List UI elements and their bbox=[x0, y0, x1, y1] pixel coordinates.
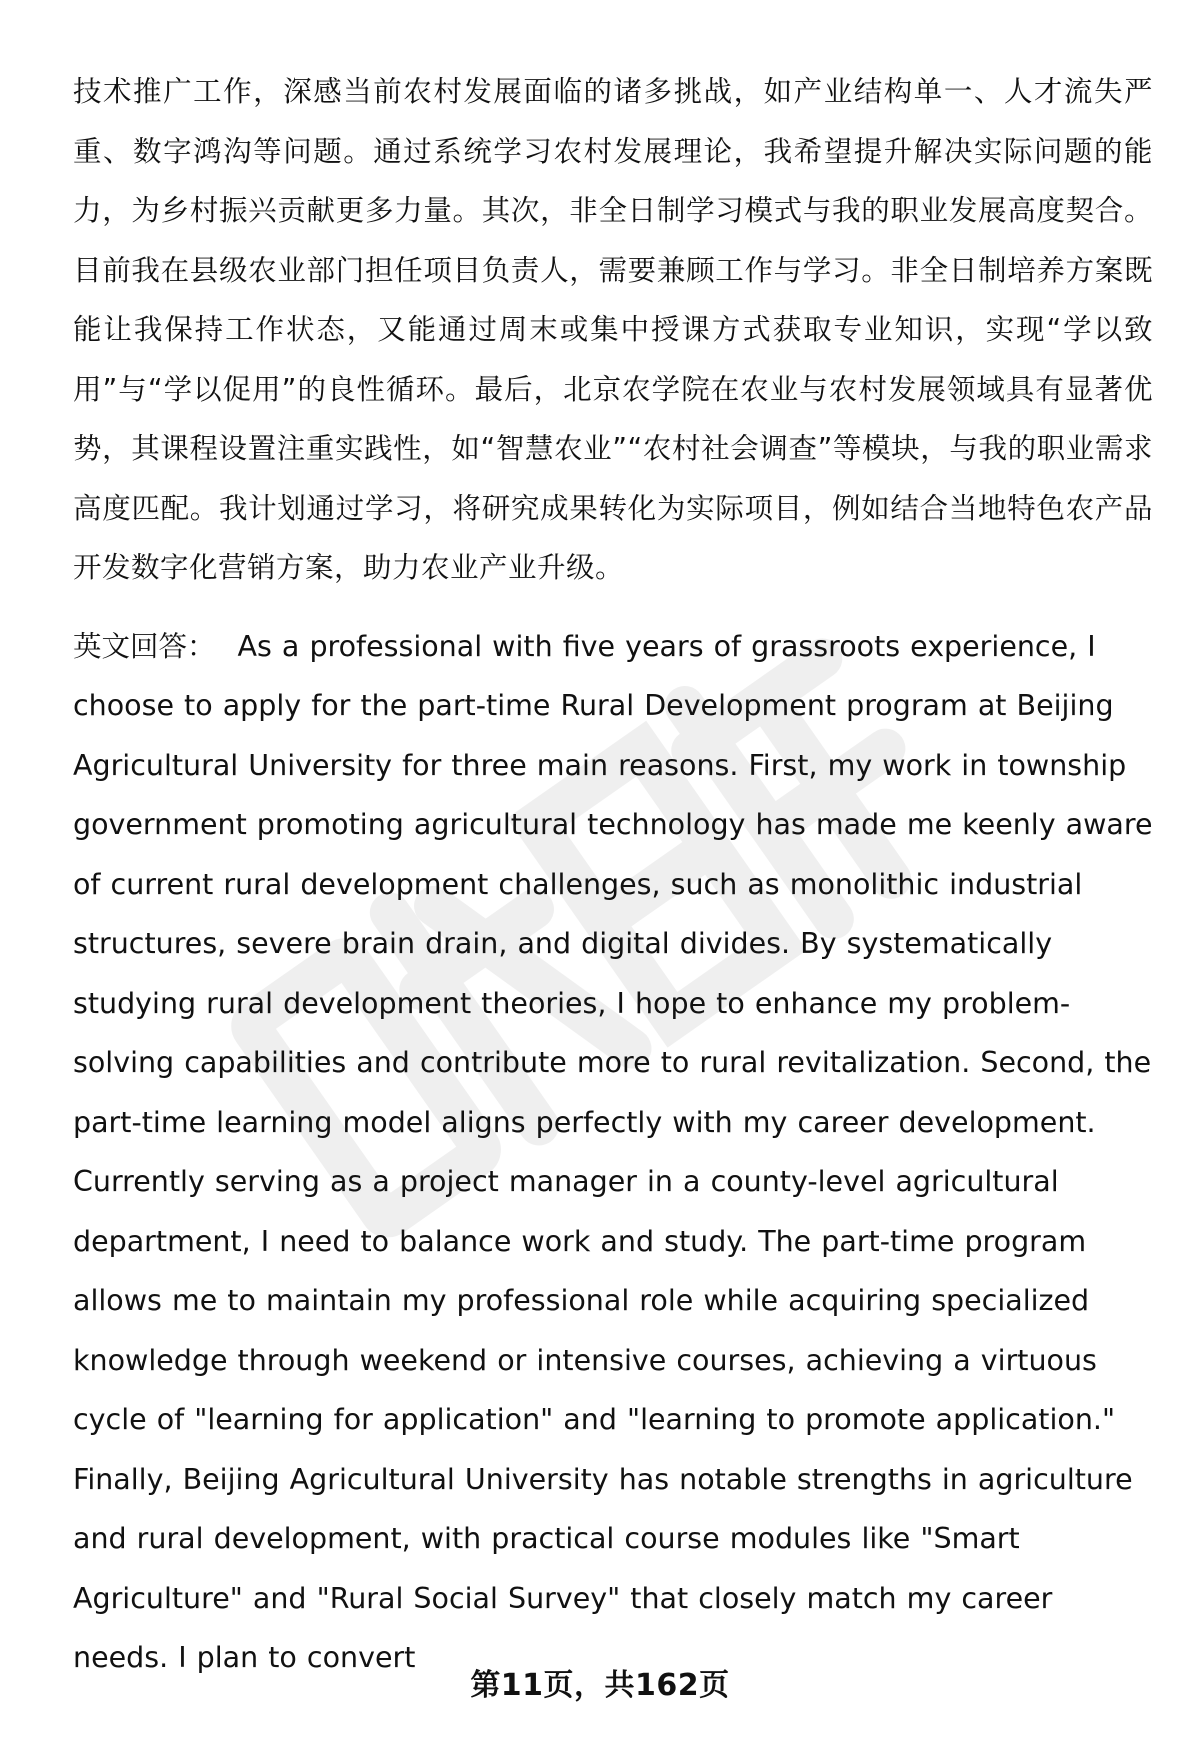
paragraph-gap bbox=[73, 598, 1153, 617]
english-answer-label: 英文回答： bbox=[73, 629, 216, 663]
english-answer-text: As a professional with five years of grassroots experience, I choose to apply for the part-time Rural Development program at Beijing Agricultural University for three main reasons. First, my work in township government promoting agricultural technology has made me keenly aware of current rural development challenges, such as monolithic industrial structures, severe brain drain, and digital divides. By systematically studying rural development theories, I hope to enhance my problem-solving capabilities and contribute more to rural revitalization. Second, the part-time learning model aligns perfectly with my career development. Currently serving as a project manager in a county-level agricultural department, I need to balance work and study. The part-time program allows me to maintain my professional role while acquiring specialized knowledge through weekend or intensive courses, achieving a virtuous cycle of "learning for application" and "learning to promote application." Finally, Beijing Agricultural University has notable strengths in agriculture and rural development, with practical course modules like "Smart Agriculture" and "Rural Social Survey" that closely match my career needs. I plan to convert bbox=[73, 629, 1153, 1674]
chinese-answer-paragraph: 技术推广工作，深感当前农村发展面临的诸多挑战，如产业结构单一、人才流失严重、数字鸿沟等问题。通过系统学习农村发展理论，我希望提升解决实际问题的能力，为乡村振兴贡献更多力量。其次，非全日制学习模式与我的职业发展高度契合。目前我在县级农业部门担任项目负责人，需要兼顾工作与学习。非全日制培养方案既能让我保持工作状态，又能通过周末或集中授课方式获取专业知识，实现“学以致用”与“学以促用”的良性循环。最后，北京农学院在农业与农村发展领域具有显著优势，其课程设置注重实践性，如“智慧农业”“农村社会调查”等模块，与我的职业需求高度匹配。我计划通过学习，将研究成果转化为实际项目，例如结合当地特色农产品开发数字化营销方案，助力农业产业升级。 bbox=[73, 75, 1153, 584]
document-body bbox=[73, 62, 1153, 1688]
page-number-footer: 第11页，共162页 bbox=[470, 1668, 730, 1703]
english-answer-paragraph bbox=[73, 617, 1153, 1688]
